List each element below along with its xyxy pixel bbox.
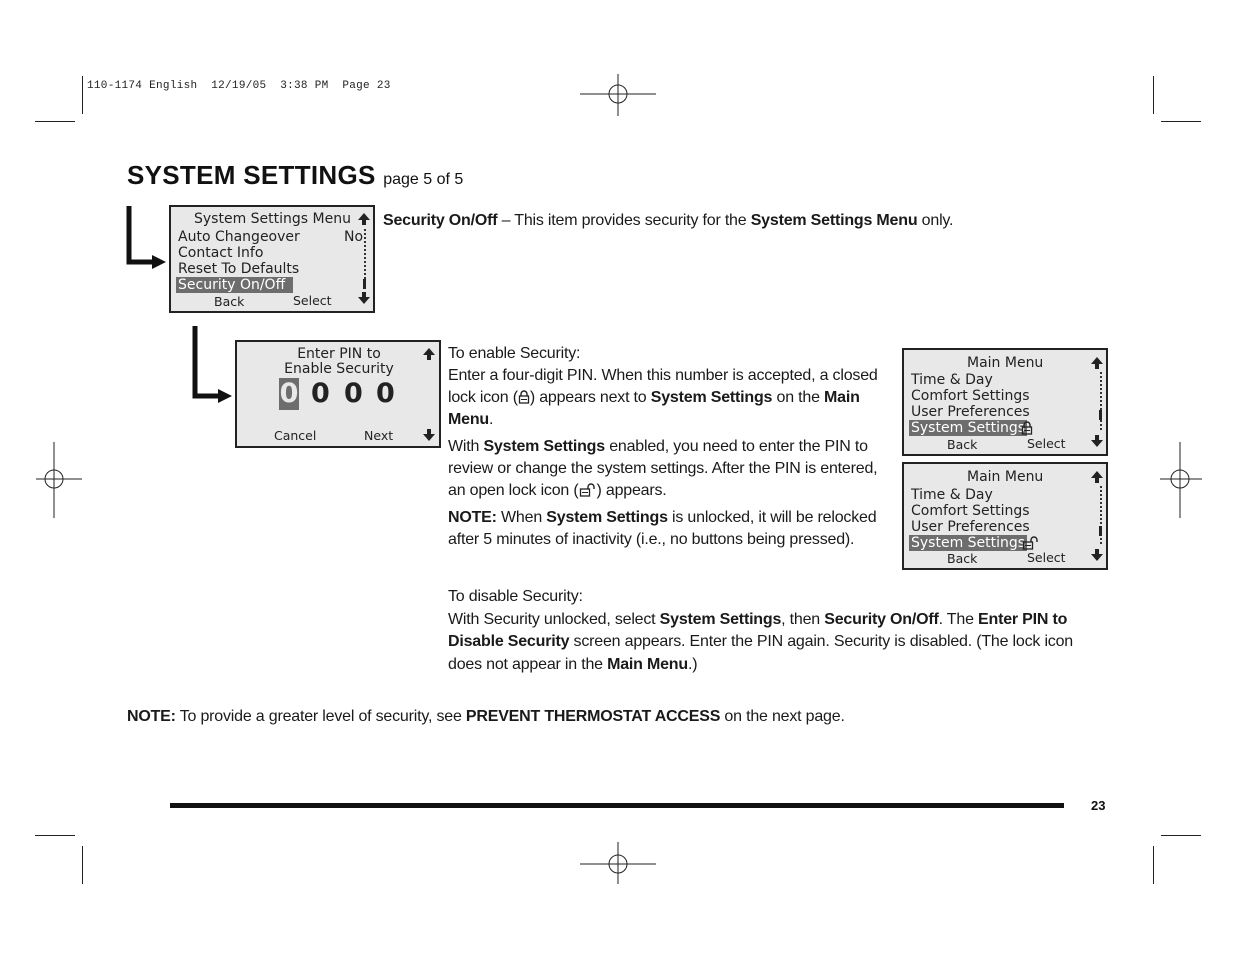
softkey-select-label: Select (1027, 550, 1066, 565)
bold-run: Security On/Off (824, 610, 939, 628)
up-arrow-icon (422, 347, 436, 361)
softkey-back-label: Back (947, 437, 978, 452)
down-arrow-icon (422, 428, 436, 442)
scroll-thumb (363, 279, 366, 289)
note-prevent-access (127, 706, 1107, 728)
page-title (127, 160, 463, 191)
closed-lock-icon (518, 390, 530, 404)
scroll-track (1100, 372, 1102, 430)
main-menu-locked-screen (902, 348, 1108, 456)
menu-item-time-day: Time & Day (911, 487, 993, 503)
menu-item-contact-info: Contact Info (178, 245, 264, 261)
page-number: 23 (1091, 798, 1106, 813)
registration-mark-bottom (578, 840, 658, 886)
text-run: . The (938, 610, 979, 628)
pin-title-line2: Enable Security (284, 361, 394, 377)
registration-mark-right (1158, 440, 1204, 520)
text-run: . (488, 411, 494, 428)
pin-digit-2: 0 (311, 378, 330, 409)
bold-run: Enter PIN to Disable Security (448, 610, 1068, 650)
security-intro-text-a: – This item provides security for the (497, 212, 751, 229)
registration-mark-top (578, 72, 658, 118)
bold-run: System Settings (546, 509, 668, 526)
enable-paragraph-2 (448, 436, 893, 502)
menu-item-security-selected: Security On/Off (176, 277, 293, 293)
down-arrow-icon (1090, 434, 1104, 448)
disable-paragraph (448, 609, 1108, 677)
flow-arrow-2-icon (190, 324, 234, 404)
text-run: on the next page. (720, 708, 845, 725)
menu-item-system-settings-selected: System Settings (911, 420, 1026, 436)
text-run: To provide a greater level of security, see (175, 708, 466, 725)
enable-security-section (448, 343, 893, 551)
softkey-back-label: Back (947, 551, 978, 566)
text-run: Enter a four-digit PIN. When this number is accepted, a closed lock icon ( (448, 367, 878, 406)
text-run: ) appears. (596, 482, 667, 499)
note-relock-paragraph (448, 507, 893, 551)
open-lock-icon (579, 483, 597, 497)
softkey-select-label: Select (293, 293, 332, 308)
footer-rule (170, 803, 1064, 808)
page-title-text: SYSTEM SETTINGS (127, 160, 376, 190)
closed-lock-icon (1021, 421, 1033, 435)
registration-mark-left (34, 440, 84, 520)
print-slug: 110-1174 English 12/19/05 3:38 PM Page 23 (87, 80, 391, 92)
menu-item-time-day: Time & Day (911, 372, 993, 388)
auto-changeover-value: No (344, 229, 364, 245)
softkey-back-label: Back (214, 294, 245, 309)
text-run: ) appears next to (529, 389, 651, 406)
enter-pin-screen (235, 340, 441, 448)
softkey-cancel-label: Cancel (274, 428, 317, 443)
bold-run: System Settings (483, 438, 605, 455)
softkey-next-label: Next (364, 428, 394, 443)
note-label: NOTE: (127, 708, 176, 725)
open-lock-icon (1022, 536, 1040, 551)
text-run: When (496, 509, 547, 526)
text-run: With Security unlocked, select (448, 610, 660, 628)
security-intro-bold: System Settings Menu (750, 212, 918, 229)
up-arrow-icon (357, 212, 371, 226)
pin-digit-4: 0 (376, 378, 395, 409)
pin-digit-3: 0 (344, 378, 363, 409)
menu-item-auto-changeover: Auto Changeover (178, 229, 300, 245)
bold-run: Main Menu (607, 655, 688, 673)
enable-paragraph-1 (448, 365, 893, 431)
main-menu-unlocked-screen (902, 462, 1108, 570)
menu-item-system-settings-selected: System Settings (911, 535, 1026, 551)
menu-item-reset-defaults: Reset To Defaults (178, 261, 300, 277)
text-run: , then (781, 610, 825, 628)
security-intro-text-b: only. (917, 212, 954, 229)
menu-item-user-preferences: User Preferences (911, 519, 1030, 535)
flow-arrow-1-icon (124, 204, 168, 270)
text-run: on the (772, 389, 825, 406)
menu-item-user-preferences: User Preferences (911, 404, 1030, 420)
pin-title-line1: Enter PIN to (297, 346, 381, 362)
text-run: With (448, 438, 484, 455)
enable-heading: To enable Security: (448, 345, 581, 362)
page-subtitle: page 5 of 5 (383, 171, 464, 188)
softkey-select-label: Select (1027, 436, 1066, 451)
scroll-thumb (1099, 410, 1102, 420)
disable-heading: To disable Security: (448, 588, 583, 605)
note-label: NOTE: (448, 509, 497, 526)
down-arrow-icon (1090, 548, 1104, 562)
bold-run: PREVENT THERMOSTAT ACCESS (465, 708, 721, 725)
screen-title: Main Menu (967, 355, 1044, 371)
menu-item-comfort-settings: Comfort Settings (911, 388, 1030, 404)
menu-item-comfort-settings: Comfort Settings (911, 503, 1030, 519)
up-arrow-icon (1090, 470, 1104, 484)
scroll-thumb (1099, 526, 1102, 536)
screen-title: System Settings Menu (194, 211, 351, 227)
bold-run: System Settings (650, 389, 773, 406)
screen-title: Main Menu (967, 469, 1044, 485)
bold-run: Main Menu (448, 389, 860, 428)
text-run: screen appears. Enter the PIN again. Security is disabled. (The lock icon does not appear in the (448, 633, 1073, 673)
security-intro-paragraph (383, 210, 1103, 232)
bold-run: System Settings (659, 610, 782, 628)
pin-digit-1-active: 0 (279, 378, 299, 409)
security-intro-label: Security On/Off (383, 212, 498, 229)
text-run: .) (687, 655, 698, 673)
text-run: enabled, you need to enter the PIN to review or change the system settings. After the PIN is entered, an open lock icon ( (448, 438, 878, 499)
text-run: is unlocked, it will be relocked after 5 minutes of inactivity (i.e., no buttons being pressed). (448, 509, 877, 548)
up-arrow-icon (1090, 356, 1104, 370)
disable-security-section (448, 586, 1108, 676)
down-arrow-icon (357, 291, 371, 305)
system-settings-menu-screen (169, 205, 375, 313)
